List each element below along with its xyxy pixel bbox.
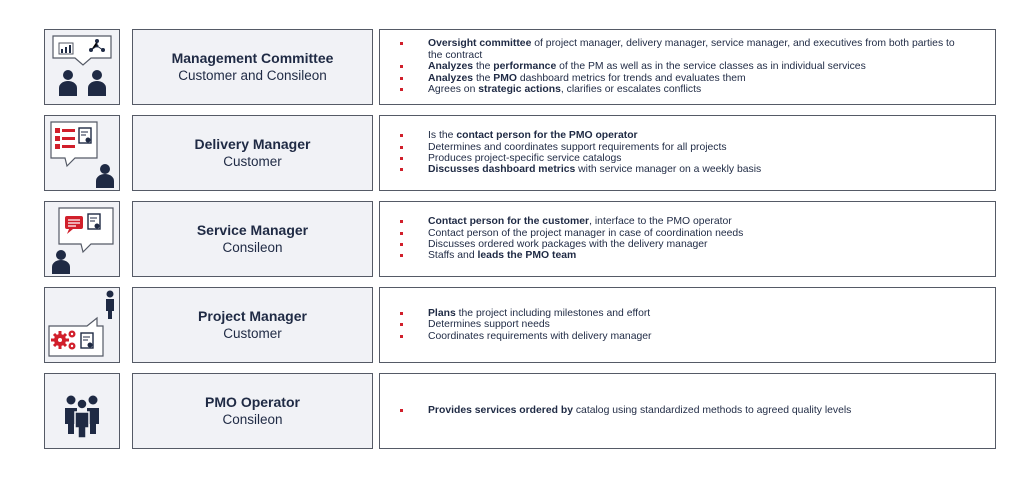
bullet-item [400,308,965,319]
committee-meeting-icon [44,29,120,105]
role-box [132,201,373,277]
service-manager-icon [44,201,120,277]
bullet-item [400,216,965,227]
bullet-text: , clarifies or escalates conflicts [560,84,702,96]
role-title: Service Manager [196,222,309,238]
bullet-item [400,73,965,84]
bullet-list [400,130,965,176]
description-box [379,29,996,105]
role-title: Delivery Manager [194,136,311,152]
bullet-list [400,216,965,262]
bullet-text: the [473,72,494,84]
role-box [132,29,373,105]
bullet-item [400,130,965,141]
bullet-item [400,228,965,239]
bullet-text: dashboard metrics for trends and evaluates them [516,72,746,84]
description-box [379,287,996,363]
description-box [379,201,996,277]
bullet-text: performance [493,61,557,73]
bullet-text: Discusses dashboard metrics [428,164,576,176]
bullet-list [400,308,965,342]
role-box [132,115,373,191]
bullet-text: Provides services ordered by [428,405,573,417]
bullet-text: Agrees on [428,84,479,96]
role-subtitle: Customer [223,326,282,341]
bullet-text: Analyzes [428,72,474,84]
bullet-item [400,250,965,261]
bullet-text: of project manager, delivery manager, service manager, and executives from both parties to the contract [428,38,955,61]
role-box [132,373,373,449]
role-title: PMO Operator [205,394,300,410]
bullet-text: Determines and coordinates support requirements for all projects [428,141,727,153]
project-manager-icon [44,287,120,363]
bullet-text: Contact person for the customer [428,216,590,228]
delivery-manager-icon [44,115,120,191]
bullet-text: of the PM as well as in the service classes as in individual services [556,61,866,73]
team-group-icon [44,373,120,449]
role-box [132,287,373,363]
bullet-text: the [473,61,494,73]
bullet-list [400,38,965,95]
bullet-text: PMO [493,72,517,84]
bullet-text: Contact person of the project manager in case of coordination needs [428,227,744,239]
bullet-text: catalog using standardized methods to agreed quality levels [572,405,852,417]
bullet-text: Produces project-specific service catalogs [428,153,622,164]
bullet-text: strategic actions [478,84,561,96]
role-subtitle: Customer [223,154,282,169]
bullet-text: Analyzes [428,61,474,73]
bullet-item [400,61,965,72]
bullet-text: Coordinates requirements with delivery manager [428,330,652,342]
bullet-item [400,331,965,342]
role-title: Project Manager [198,308,307,324]
bullet-text: the project including milestones and effort [455,307,651,319]
bullet-text: Oversight committee [428,38,532,50]
bullet-text: Plans [428,307,456,319]
bullet-text: Discusses ordered work packages with the delivery manager [428,239,708,250]
bullet-item [400,142,965,153]
bullet-item [400,38,965,61]
bullet-item [400,239,965,250]
role-subtitle: Customer and Consileon [178,68,327,83]
bullet-text: , interface to the PMO operator [589,216,732,228]
role-subtitle: Consileon [222,412,283,427]
role-subtitle: Consileon [222,240,283,255]
bullet-text: Determines support needs [428,319,550,331]
bullet-text: leads the PMO team [477,250,577,262]
bullet-item [400,405,965,416]
bullet-item [400,164,965,175]
bullet-item [400,319,965,330]
bullet-list [400,405,965,416]
description-box [379,115,996,191]
bullet-text: with service manager on a weekly basis [575,164,762,176]
role-title: Management Committee [171,50,334,66]
description-box [379,373,996,449]
bullet-text: contact person for the PMO operator [456,130,638,142]
bullet-item [400,153,965,164]
bullet-text: Staffs and [428,250,478,262]
bullet-text: Is the [428,130,457,142]
bullet-item [400,84,965,95]
